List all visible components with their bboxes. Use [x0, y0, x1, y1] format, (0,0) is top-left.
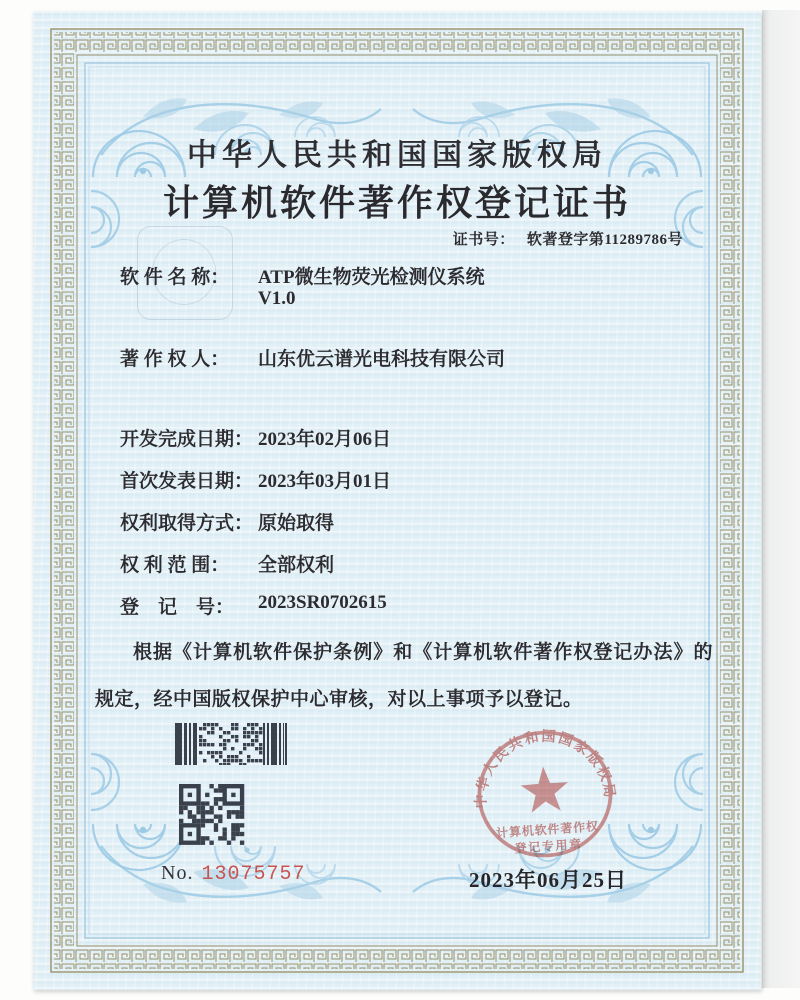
- qr-code-icon: [179, 784, 246, 845]
- field-label: 著 作 权 人：: [120, 349, 230, 370]
- field-value: 山东优云谱光电科技有限公司: [258, 349, 506, 370]
- red-star-icon: [519, 765, 569, 813]
- registration-statement: 根据《计算机软件保护条例》和《计算机软件著作权登记办法》的规定，经中国版权保护中心审核，对以上事项予以登记。: [95, 642, 713, 710]
- field-software-name: [120, 262, 485, 289]
- field-rights-scope: [120, 550, 335, 577]
- field-value: ATP微生物荧光检测仪系统: [258, 267, 485, 288]
- field-label: 首次发表日期：: [120, 471, 254, 492]
- seal-line1: 计算机软件著作权: [495, 819, 600, 841]
- serial-prefix: No.: [161, 862, 194, 884]
- field-label: 权 利 范 围：: [120, 555, 230, 576]
- field-value: 2023年03月01日: [258, 471, 392, 492]
- issue-date: 2023年06月25日: [469, 868, 627, 892]
- field-value: 原始取得: [258, 513, 335, 534]
- seal-line2: 登记专用章: [514, 836, 584, 856]
- official-seal: [457, 709, 634, 878]
- seal-ring-text: 中华人民共和国国家版权局: [473, 728, 618, 809]
- field-rights-acquisition: [120, 508, 335, 535]
- field-label: 权利取得方式：: [120, 513, 254, 534]
- field-value: 2023SR0702615: [258, 592, 387, 613]
- certificate-title: 计算机软件著作权登记证书: [162, 183, 631, 223]
- issuer-title: 中华人民共和国国家版权局: [187, 139, 607, 172]
- field-dev-complete-date: [120, 424, 392, 451]
- certificate-number-value: 软著登字第11289786号: [526, 232, 683, 248]
- field-registration-number: [120, 592, 387, 619]
- scanner-edge-strip: [762, 10, 800, 988]
- software-version: V1.0: [258, 288, 296, 309]
- field-label: 软 件 名 称：: [120, 267, 230, 288]
- field-first-publish-date: [120, 466, 392, 493]
- field-value: 全部权利: [258, 555, 335, 576]
- certificate-number: [453, 228, 683, 249]
- certificate-paper: [33, 11, 761, 990]
- field-copyright-owner: [120, 344, 506, 371]
- barcode-icon: [175, 723, 287, 765]
- serial-digits: 13075757: [201, 863, 306, 886]
- field-label: 登 记 号：: [120, 597, 235, 618]
- serial-number: [161, 862, 305, 886]
- field-label: 开发完成日期：: [120, 429, 254, 450]
- field-value: 2023年02月06日: [258, 429, 392, 450]
- certificate-number-label: 证书号：: [452, 232, 515, 248]
